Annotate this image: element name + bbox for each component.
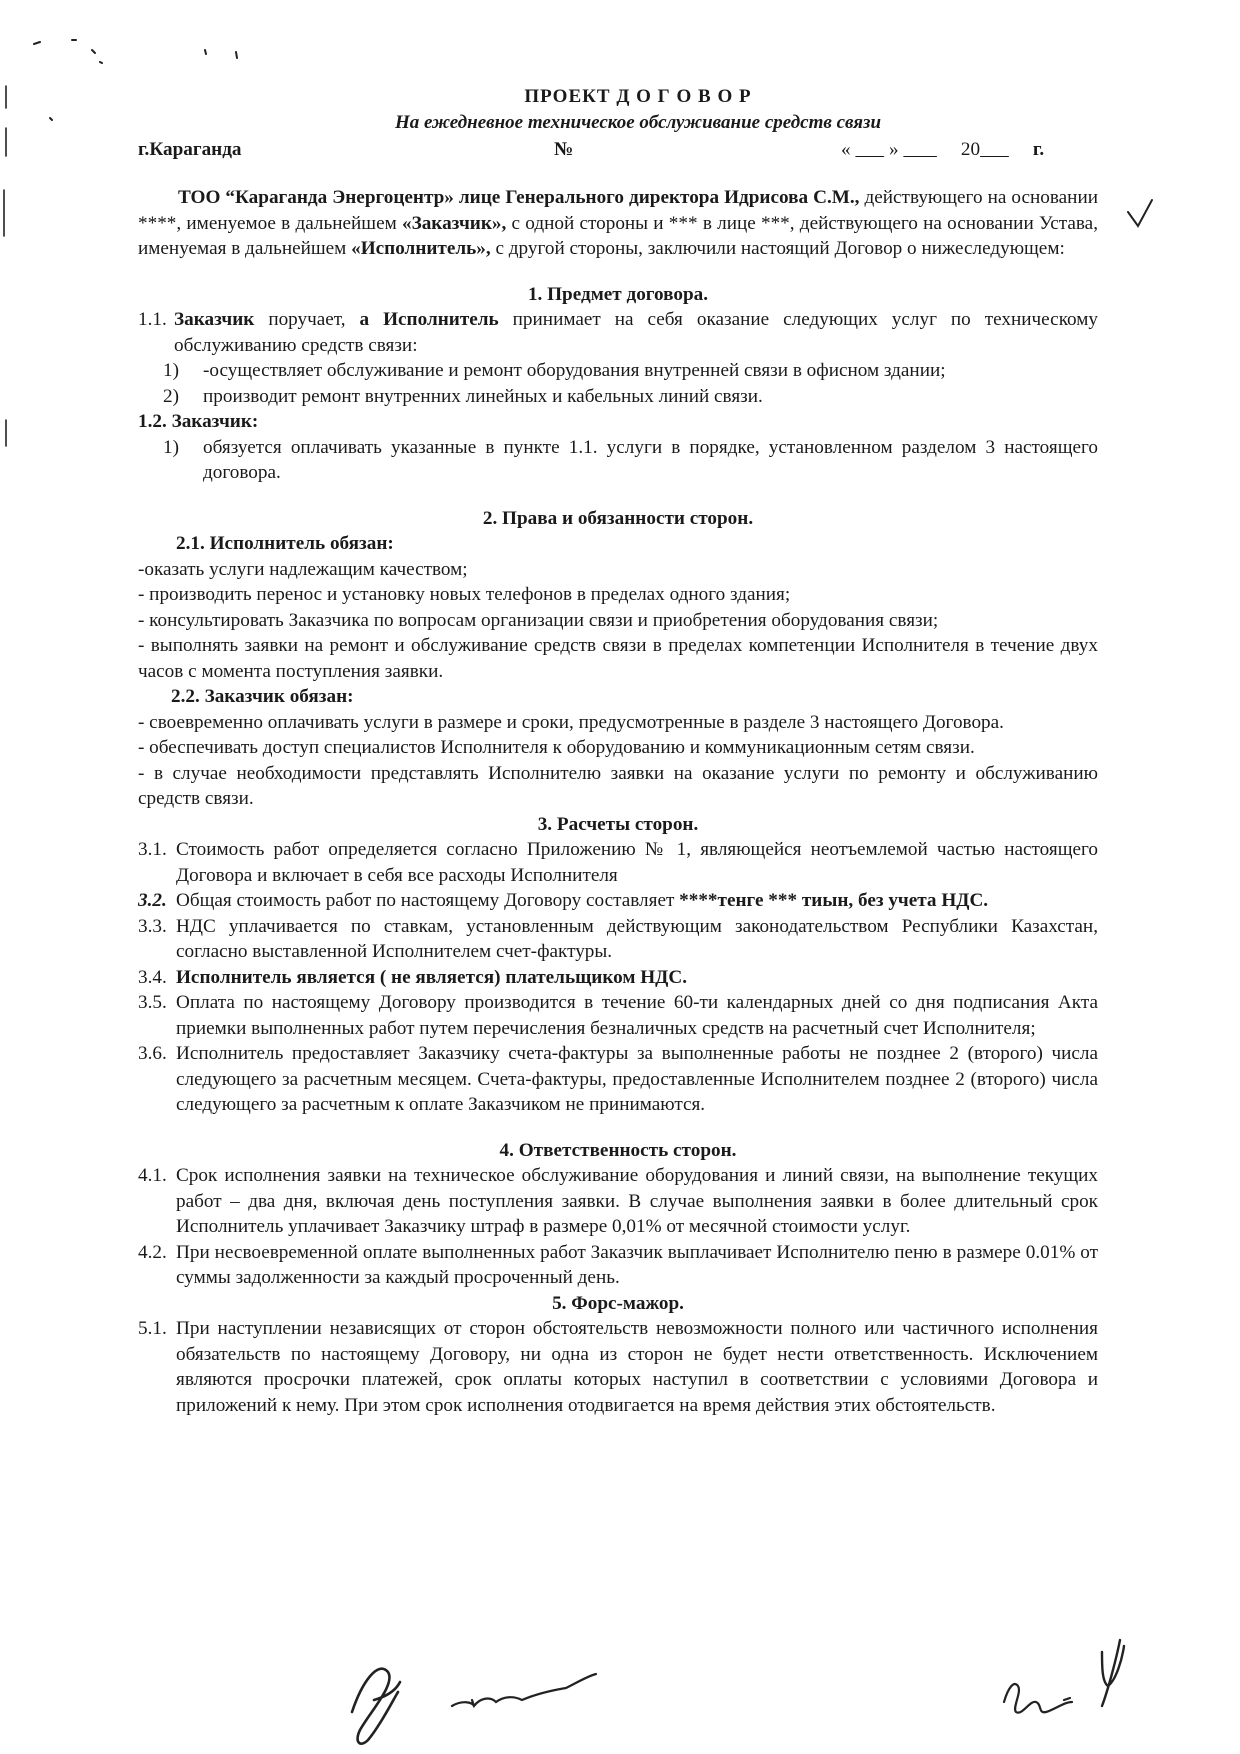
clause-number: 3.4.: [138, 966, 167, 988]
list-number: 2): [163, 385, 179, 407]
contract-date: [841, 137, 1044, 163]
clause-number: 3.6.: [138, 1043, 167, 1064]
list-item: - выполнять заявки на ремонт и обслуживание средств связи в пределах компетенции Исполнителя в течение двух часов с момента поступления заявки.: [138, 635, 1098, 682]
clause-3-1: [138, 837, 1098, 888]
signature-2: [452, 1674, 596, 1706]
clause-text: [174, 307, 1098, 358]
clause-number: 3.3.: [138, 915, 167, 937]
left-margin-marks: [4, 86, 6, 446]
list-item: - обеспечивать доступ специалистов Исполнителя к оборудованию и коммуникационным сетям связи.: [138, 737, 975, 758]
clause-2-1-heading: 2.1. Исполнитель обязан:: [176, 533, 394, 554]
list-item: [138, 358, 1098, 384]
clause-text-part: а: [359, 309, 370, 330]
place-date-row: [138, 137, 1098, 165]
clause-text: НДС уплачивается по ставкам, установленным действующим законодательством Республики Казахстан, согласно выставленной Исполнителем счет-фактуры.: [176, 915, 1098, 962]
list-item: -оказать услуги надлежащим качеством;: [138, 558, 468, 580]
clause-number: 5.1.: [138, 1318, 167, 1339]
city: г.Караганда: [138, 139, 242, 160]
date-close-quote: »: [888, 139, 899, 160]
clause-number: [138, 888, 176, 914]
customer-term: Заказчик: [174, 309, 255, 330]
date-year-suffix: г.: [1032, 139, 1045, 160]
signature-3: [1004, 1684, 1072, 1713]
clause-4-2: [138, 1240, 1098, 1291]
clause-text-part: Общая стоимость работ по настоящему Договору составляет: [176, 890, 680, 911]
date-year-blank: [980, 139, 1009, 160]
clause-5-1: [138, 1316, 1098, 1418]
document-title: ПРОЕКТ Д О Г О В О Р: [524, 86, 752, 107]
customer-term: «Заказчик»,: [401, 212, 507, 234]
clause-text: [176, 965, 1098, 991]
clause-number: 3.5.: [138, 992, 167, 1013]
list-item: [138, 384, 1098, 410]
clause-text: Исполнитель предоставляет Заказчику счета-фактуры за выполненные работы не позднее 2 (второго) числа следующего за расчетным месяцем. Счета-фактуры, предоставленные Исполнителем позднее 2 (второго) числа следующего за расчетным к оплате Заказчиком не принимаются.: [176, 1043, 1098, 1115]
clause-number: 4.1.: [138, 1165, 167, 1186]
list-item: - производить перенос и установку новых телефонов в пределах одного здания;: [138, 584, 791, 605]
total-cost: ****тенге *** тиын, без учета НДС.: [679, 890, 989, 911]
signature-1: [352, 1669, 400, 1744]
executor-term: «Исполнитель»,: [351, 238, 491, 259]
section-4-heading: 4. Ответственность сторон.: [499, 1139, 737, 1161]
list-number: 1): [163, 360, 179, 381]
list-item: - консультировать Заказчика по вопросам организации связи и приобретения оборудования связи;: [138, 609, 939, 631]
contract-number-label: №: [554, 139, 574, 160]
preamble-paragraph: [138, 185, 1098, 262]
clause-text-part: принимает на себя оказание следующих услуг по техническому обслуживанию средств связи:: [174, 309, 1099, 356]
clause-heading-text: 1.2. Заказчик:: [138, 411, 259, 432]
clause-3-4: [138, 965, 1098, 991]
clause-3-3: [138, 914, 1098, 965]
clause-text: Оплата по настоящему Договору производится в течение 60-ти календарных дней со дня подписания Акта приемки выполненных работ путем перечисления безналичных средств на расчетный счет Исполнителя;: [176, 992, 1098, 1039]
list-text: производит ремонт внутренних линейных и кабельных линий связи.: [203, 385, 763, 407]
clause-number: 1.1.: [138, 309, 167, 330]
preamble-text-2: с одной стороны и *** в лице ***, действующего на основании Устава, именуемая в дальнейшем: [138, 212, 1098, 259]
clause-text: Стоимость работ определяется согласно Приложению № 1, являющейся неотъемлемой частью настоящего Договора и включает в себя все расходы Исполнителя: [176, 839, 1098, 886]
section-2-heading: 2. Права и обязанности сторон.: [482, 507, 754, 529]
clause-1-1: [138, 307, 1098, 358]
clause-text: Срок исполнения заявки на техническое обслуживание оборудования и линий связи, на выполнение текущих работ – два дня, включая день поступления заявки. В случае выполнения заявки в более длительный срок Исполнитель уплачивает Заказчику штраф в размере 0,01% от месячной стоимости услуг.: [176, 1165, 1098, 1237]
date-month-blank: [903, 139, 937, 160]
section-3-heading: 3. Расчеты сторон.: [537, 813, 699, 835]
clause-3-6: [138, 1041, 1098, 1118]
clause-number: 4.2.: [138, 1241, 167, 1263]
clause-3-2: [138, 888, 1098, 914]
date-day-blank: [855, 139, 884, 160]
document-subtitle: На ежедневное техническое обслуживание средств связи: [394, 111, 882, 133]
customer-org: ТОО “Караганда Энергоцентр» лице Генерального директора Идрисова С.М.,: [178, 187, 860, 208]
section-5-heading: 5. Форс-мажор.: [552, 1292, 684, 1314]
document-body: [138, 84, 1098, 1418]
list-text: -осуществляет обслуживание и ремонт оборудования внутренней связи в офисном здании;: [203, 360, 946, 381]
clause-1-2-heading: [138, 409, 1098, 435]
executor-term: Исполнитель: [383, 309, 499, 330]
clause-text: [176, 888, 1098, 914]
list-item: - в случае необходимости представлять Исполнителю заявки на оказание услуги по ремонту и обслуживанию средств связи.: [138, 762, 1098, 809]
clause-3-5: [138, 990, 1098, 1041]
checkmark: [1128, 200, 1152, 226]
date-open-quote: «: [841, 139, 851, 160]
clause-text: При несвоевременной оплате выполненных работ Заказчик выплачивает Исполнителю пеню в размере 0.01% от суммы задолженности за каждый просроченный день.: [176, 1241, 1098, 1288]
clause-4-1: [138, 1163, 1098, 1240]
clause-number: 3.1.: [138, 839, 167, 860]
date-year-prefix: 20: [960, 139, 981, 160]
section-1-heading: 1. Предмет договора.: [527, 283, 709, 305]
preamble-text-3: с другой стороны, заключили настоящий Договор о нижеследующем:: [490, 238, 1065, 259]
vat-status: Исполнитель является ( не является) плательщиком НДС.: [176, 966, 688, 988]
signature-4: [1102, 1640, 1124, 1706]
list-number: 1): [163, 436, 179, 458]
list-item: [138, 435, 1098, 486]
preamble-text-1: действующего на основании ****, именуемое в дальнейшем: [138, 187, 1098, 234]
clause-text: При наступлении независящих от сторон обстоятельств невозможности полного или частичного исполнения обязательств по настоящему Договору, ни одна из сторон не будет нести ответственность. Исключением являются просрочки платежей, срок оплаты которых наступил в соответствии с условиями Договора и приложений к нему. При этом срок исполнения отодвигается на время действия этих обстоятельств.: [176, 1318, 1098, 1416]
list-text: обязуется оплачивать указанные в пункте 1.1. услуги в порядке, установленном разделом 3 настоящего договора.: [203, 436, 1098, 483]
clause-text-part: поручает,: [254, 309, 360, 330]
list-item: - своевременно оплачивать услуги в размере и сроки, предусмотренные в разделе 3 настоящего Договора.: [138, 711, 1004, 733]
clause-2-2-heading: 2.2. Заказчик обязан:: [171, 686, 354, 707]
clause-number-text: 3.2.: [138, 890, 167, 911]
clause-text-part: [369, 309, 383, 330]
